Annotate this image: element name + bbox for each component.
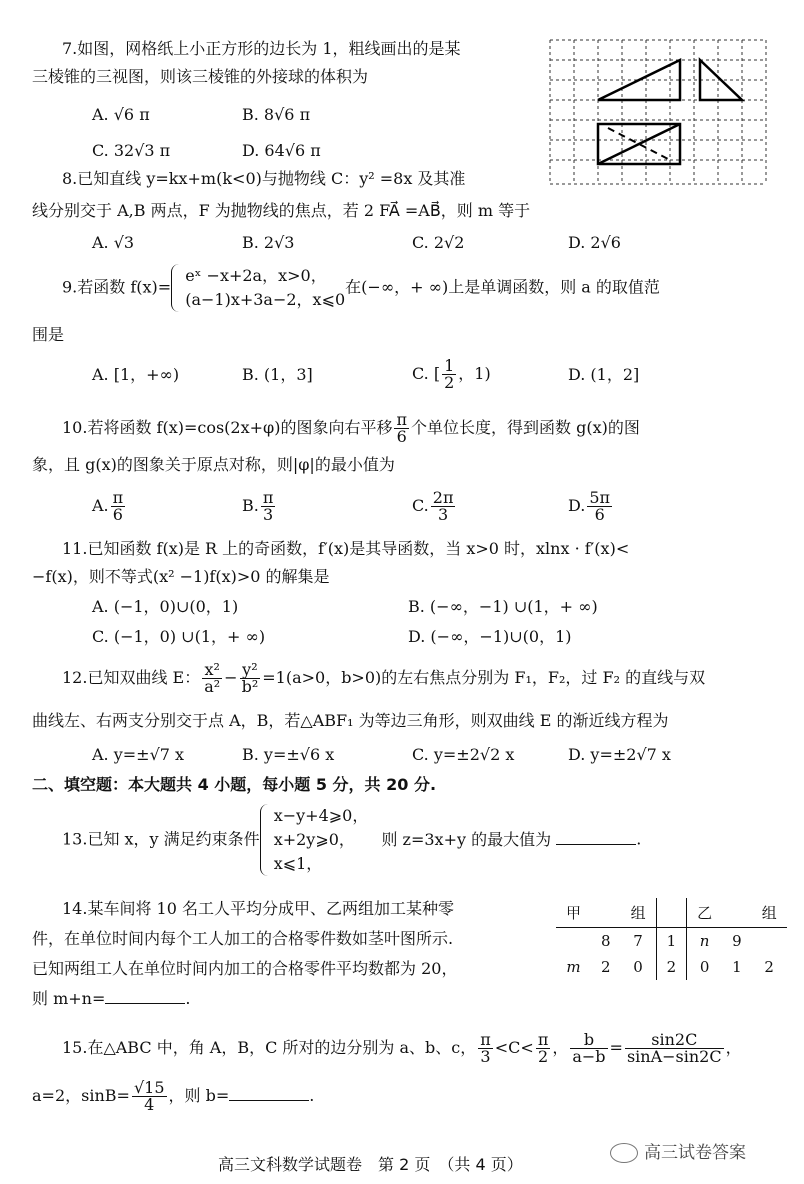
q8-line2: 线分别交于 A,B 两点，F 为抛物线的焦点，若 2 FA⃗ =AB⃗，则 m 等于 (32, 201, 531, 220)
q12-pre: 12.已知双曲线 E： (62, 668, 201, 687)
q13-line: 13.已知 x，y 满足约束条件 x−y+4⩾0， x+2y⩾0， x⩽1， 则 z=3x+y 的最大值为 . (62, 804, 641, 876)
q9-optc-pre: C. [ (412, 364, 441, 383)
q9-optc-frac (442, 358, 456, 391)
q8-option-d: D. 2√6 (568, 233, 621, 252)
q7-option-a: A. √6 π (92, 105, 150, 124)
q12-option-b: B. y=±√6 x (242, 745, 335, 764)
q14-line1: 14.某车间将 10 名工人平均分成甲、乙两组加工某种零 (62, 899, 454, 918)
q9-optc-post: ，1) (458, 364, 491, 383)
q7-line2: 三棱锥的三视图，则该三棱锥的外接球的体积为 (32, 67, 369, 86)
header-yi: 乙 (687, 898, 723, 928)
q10-option-a: A. $\frac{\pi}{6}$ (92, 488, 124, 524)
q10-line1 (62, 408, 640, 448)
watermark-text: 高三试卷答案 (644, 1143, 746, 1163)
q12-option-a: A. y=±√7 x (92, 745, 185, 764)
q8-option-a: A. √3 (92, 233, 135, 252)
q12-post: =1(a>0，b>0)的左右焦点分别为 F₁，F₂，过 F₂ 的直线与双 (262, 668, 706, 687)
q13-constraint3: x⩽1， (273, 854, 323, 873)
three-view-diagram (548, 38, 768, 188)
q9-optc-den: 2 (444, 373, 455, 392)
stem-leaf-table (556, 898, 787, 980)
stem-row-2: m 2 0 2 0 1 2 (556, 954, 787, 980)
q12-line2: 曲线左、右两支分别交于点 A，B，若△ABF₁ 为等边三角形，则双曲线 E 的渐近线方程为 (32, 711, 669, 730)
header-jia: 甲 (556, 898, 591, 928)
q14-line4: 则 m+n= . (32, 989, 191, 1008)
q13-answer-blank (556, 830, 636, 845)
q9-line1 (62, 264, 660, 312)
q14-line3: 已知两组工人在单位时间内加工的合格零件平均数都为 20， (32, 959, 458, 978)
q13-constraints (260, 804, 369, 876)
q10-frac-den: 6 (396, 427, 407, 446)
header-zu1: 组 (621, 898, 657, 928)
q13-constraint1: x−y+4⩾0， (273, 806, 369, 825)
q10-option-c: C. $\frac{2\pi}{3}$ (412, 488, 454, 524)
q10-pre: 10.若将函数 f(x)=cos(2x+φ)的图象向右平移 (62, 418, 393, 437)
q9-case1: eˣ −x+2a，x>0， (185, 266, 327, 285)
q7-option-c: C. 32√3 π (92, 141, 171, 160)
q15-answer-blank (229, 1086, 309, 1101)
q13-pre: 13.已知 x，y 满足约束条件 (62, 829, 260, 849)
q9-option-c (412, 354, 491, 394)
q15-line2: a=2，sinB= $\frac{√15}{4}$ ，则 b= . (32, 1078, 315, 1114)
q13-constraint2: x+2y⩾0， (273, 830, 355, 849)
q8-option-c: C. 2√2 (412, 233, 465, 252)
q12-line1: 12.已知双曲线 E： $\frac{\text{x²}}{\text{a²}}$ − $\frac{\text{y²}}{\text{b²}}$ =1(a>0，b>0)的左右焦点分别为 F₁，F₂，过 F₂ 的直线与双 (62, 660, 706, 696)
q11-option-c: C. (−1，0) ∪(1，+ ∞) (92, 627, 266, 646)
q11-option-d: D. (−∞，−1)∪(0，1) (408, 627, 572, 646)
q15-line1: 15.在△ABC 中，角 A，B，C 所对的边分别为 a、b、c， $\frac{\pi}{3}$ <C< $\frac{\pi}{2}$ ， $\frac{b}{a-b}$ = $\frac{\sin 2C}{\sin A-\sin 2C}$ ， (62, 1030, 742, 1066)
q9-prefix: 9.若函数 f(x)= (62, 277, 172, 297)
q7-option-d: D. 64√6 π (242, 141, 321, 160)
q12-option-c: C. y=±2√2 x (412, 745, 515, 764)
q13-post: 则 z=3x+y 的最大值为 (381, 829, 552, 849)
q9-case2: (a−1)x+3a−2，x⩽0 (185, 290, 346, 309)
q7-option-b: B. 8√6 π (242, 105, 311, 124)
q11-option-b: B. (−∞，−1) ∪(1，+ ∞) (408, 597, 598, 616)
q14-line2: 件，在单位时间内每个工人加工的合格零件数如茎叶图所示. (32, 929, 454, 948)
q14-answer-blank (105, 989, 185, 1004)
q12-option-d: D. y=±2√7 x (568, 745, 671, 764)
watermark (610, 1138, 746, 1163)
q12-frac2: $\frac{\text{y²}}{\text{b²}}$ (241, 660, 259, 696)
q9-optc-num: 1 (444, 356, 455, 375)
q8-option-b: B. 2√3 (242, 233, 295, 252)
q10-post: 个单位长度，得到函数 g(x)的图 (411, 418, 640, 437)
wechat-icon (610, 1143, 638, 1163)
page-footer: 高三文科数学试题卷 第 2 页 （共 4 页） (218, 1155, 523, 1174)
q10-option-d: D. $\frac{5\pi}{6}$ (568, 488, 611, 524)
q10-option-b: B. $\frac{\pi}{3}$ (242, 488, 274, 524)
q9-option-b: B. (1，3] (242, 365, 313, 384)
q11-line2: −f(x)，则不等式(x² −1)f(x)>0 的解集是 (32, 567, 330, 586)
q10-frac-num: π (396, 410, 407, 429)
q9-piecewise (171, 264, 345, 312)
q11-line1: 11.已知函数 f(x)是 R 上的奇函数，f′(x)是其导函数，当 x>0 时，xlnx · f′(x)< (62, 539, 630, 558)
q12-frac1: $\frac{\text{x²}}{\text{a²}}$ (204, 660, 221, 696)
header-zu2: 组 (752, 898, 787, 928)
section-heading-fill-in: 二、填空题：本大题共 4 小题，每小题 5 分，共 20 分. (32, 775, 437, 794)
q7-line1: 7.如图，网格纸上小正方形的边长为 1，粗线画出的是某 (62, 39, 461, 58)
q8-line1: 8.已知直线 y=kx+m(k<0)与抛物线 C：y² =8x 及其准 (62, 169, 466, 188)
stem-row-1: 8 7 1 n 9 (556, 928, 787, 955)
q10-line2: 象，且 g(x)的图象关于原点对称，则|φ|的最小值为 (32, 455, 395, 474)
q9-option-d: D. (1，2] (568, 365, 640, 384)
q9-option-a: A. [1，+∞) (92, 365, 180, 384)
q10-frac (394, 412, 409, 445)
q9-suffix: 在(−∞，+ ∞)上是单调函数，则 a 的取值范 (345, 277, 660, 297)
q11-option-a: A. (−1，0)∪(0，1) (92, 597, 239, 616)
q9-line2: 围是 (32, 325, 65, 344)
